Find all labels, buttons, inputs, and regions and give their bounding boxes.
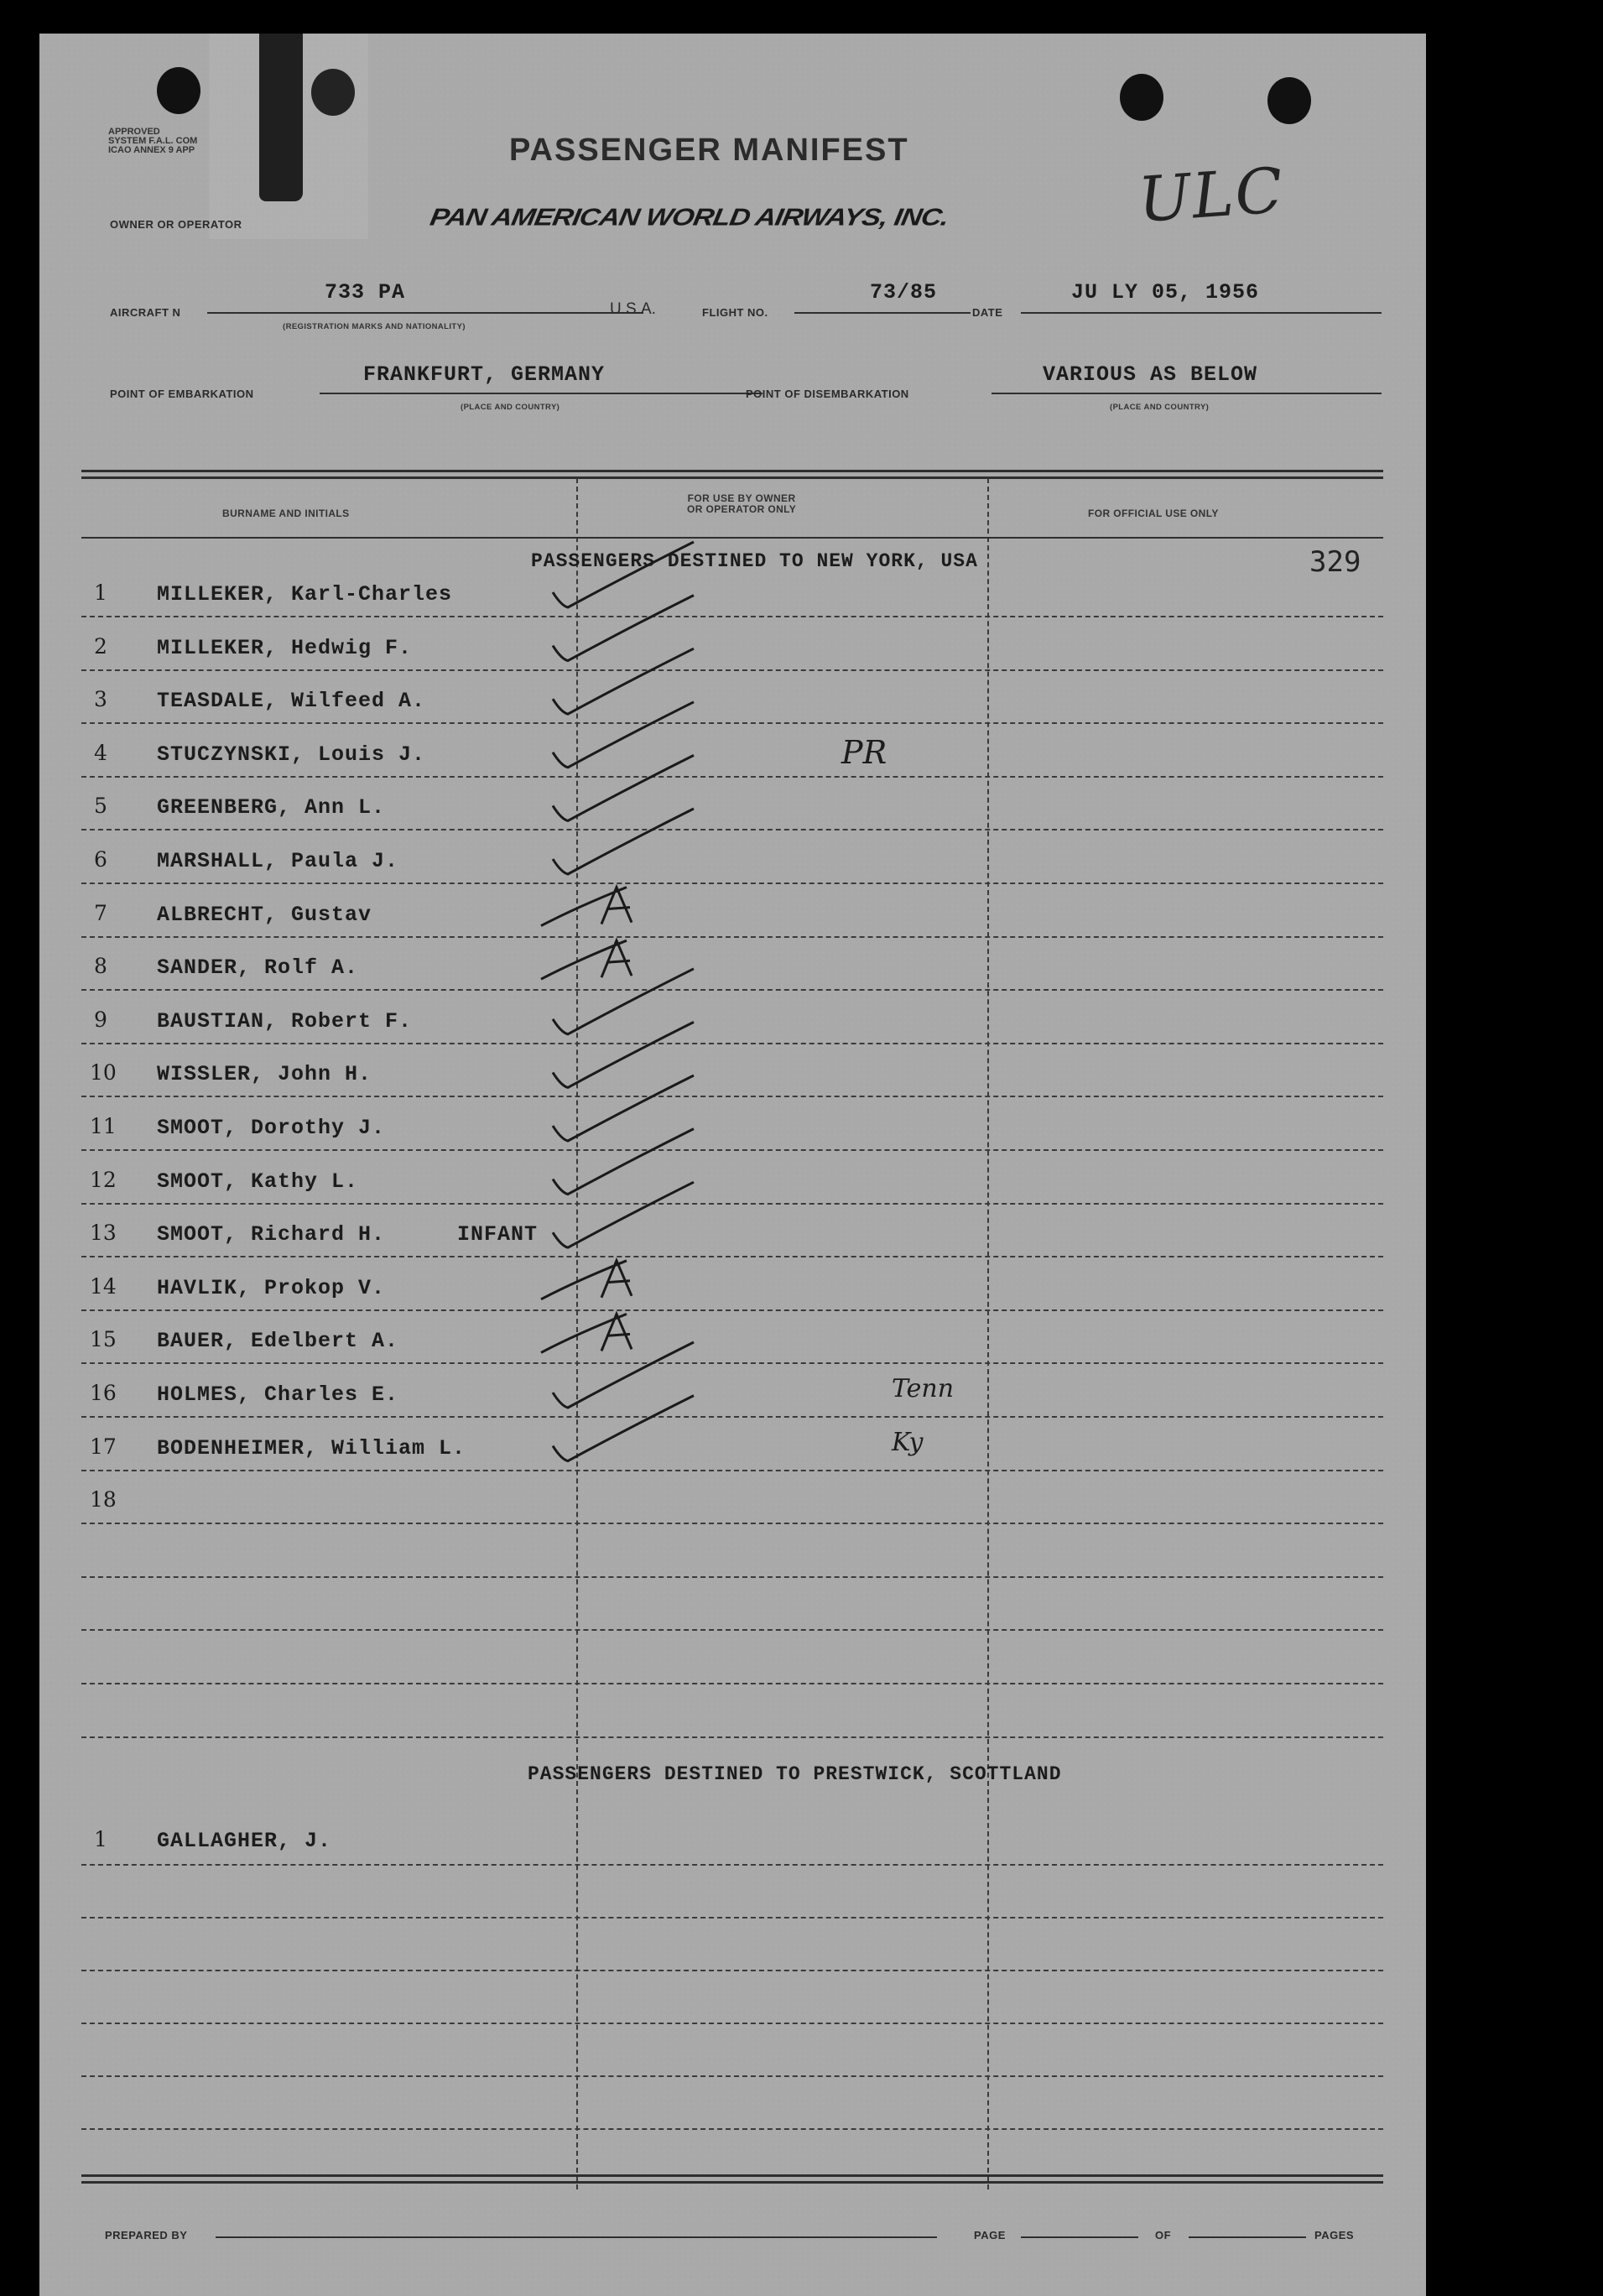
row-number: 14 bbox=[90, 1274, 117, 1299]
embarkation-sublabel: (PLACE AND COUNTRY) bbox=[461, 403, 560, 412]
passenger-name: ALBRECHT, Gustav bbox=[157, 903, 372, 927]
passenger-count: 329 bbox=[1309, 545, 1361, 579]
disembarkation-value: VARIOUS AS BELOW bbox=[1043, 362, 1258, 387]
row-number: 13 bbox=[90, 1221, 117, 1245]
section-heading-scotland: PASSENGERS DESTINED TO PRESTWICK, SCOTTLAND bbox=[528, 1763, 1062, 1785]
row-number: 11 bbox=[90, 1114, 117, 1138]
row-number: 18 bbox=[90, 1487, 117, 1512]
passenger-name: MARSHALL, Paula J. bbox=[157, 849, 399, 873]
footer-rule bbox=[81, 2174, 1383, 2177]
disembarkation-label: POINT OF DISEMBARKATION bbox=[746, 388, 909, 400]
a-mark bbox=[541, 1261, 632, 1299]
passenger-name: HAVLIK, Prokop V. bbox=[157, 1276, 386, 1300]
passenger-name: BAUER, Edelbert A. bbox=[157, 1329, 399, 1353]
row-number: 3 bbox=[94, 687, 107, 711]
row-number: 7 bbox=[94, 901, 107, 925]
a-mark bbox=[541, 1314, 632, 1352]
aircraft-sublabel: (REGISTRATION MARKS AND NATIONALITY) bbox=[283, 322, 466, 331]
row-number: 16 bbox=[90, 1381, 117, 1405]
flight-value: 73/85 bbox=[870, 280, 938, 305]
footer-line bbox=[1189, 2236, 1306, 2238]
passenger-name: SANDER, Rolf A. bbox=[157, 955, 359, 980]
column-header-name: BURNAME AND INITIALS bbox=[222, 508, 350, 519]
date-label: DATE bbox=[972, 306, 1003, 319]
embarkation-label: POINT OF EMBARKATION bbox=[110, 388, 254, 400]
aircraft-label: AIRCRAFT N bbox=[110, 306, 181, 319]
row-number: 4 bbox=[94, 741, 107, 765]
row-number: 9 bbox=[94, 1007, 107, 1032]
official-annotation: Ky bbox=[892, 1428, 924, 1457]
footer-line bbox=[1021, 2236, 1138, 2238]
row-number: 5 bbox=[94, 794, 107, 818]
check-mark bbox=[553, 969, 694, 1034]
official-annotation: PR bbox=[841, 734, 887, 771]
row-number: 1 bbox=[94, 1827, 107, 1851]
country-label: U.S.A. bbox=[610, 300, 656, 318]
row-number: 8 bbox=[94, 954, 107, 978]
footer-rule bbox=[81, 2181, 1383, 2184]
a-mark bbox=[541, 888, 632, 926]
disembarkation-sublabel: (PLACE AND COUNTRY) bbox=[1110, 403, 1210, 412]
handwritten-initials: ULC bbox=[1136, 154, 1287, 237]
approval-stamp: APPROVED SYSTEM F.A.L. COM ICAO ANNEX 9 APP bbox=[108, 127, 198, 155]
footer-prepared-label: PREPARED BY bbox=[105, 2229, 188, 2241]
passenger-name: WISSLER, John H. bbox=[157, 1062, 372, 1086]
row-rule bbox=[81, 1864, 1383, 1866]
flight-label: FLIGHT NO. bbox=[702, 306, 768, 319]
column-header-official: FOR OFFICIAL USE ONLY bbox=[1088, 508, 1219, 519]
aircraft-value: 733 PA bbox=[325, 280, 406, 305]
row-number: 15 bbox=[90, 1327, 117, 1351]
passenger-name: MILLEKER, Karl-Charles bbox=[157, 582, 453, 607]
passenger-name: STUCZYNSKI, Louis J. bbox=[157, 742, 426, 767]
footer-page-label: PAGE bbox=[974, 2229, 1006, 2241]
operator-check-marks bbox=[39, 34, 1426, 2296]
row-number: 12 bbox=[90, 1168, 117, 1192]
row-rule bbox=[81, 2023, 1383, 2024]
footer-line bbox=[216, 2236, 937, 2238]
date-value: JU LY 05, 1956 bbox=[1071, 280, 1260, 305]
row-rule bbox=[81, 2075, 1383, 2077]
passenger-name: TEASDALE, Wilfeed A. bbox=[157, 689, 426, 713]
passenger-name: BODENHEIMER, William L. bbox=[157, 1436, 466, 1460]
manifest-page bbox=[39, 34, 1426, 2296]
embarkation-value: FRANKFURT, GERMANY bbox=[363, 362, 606, 387]
row-number: 2 bbox=[94, 634, 107, 659]
passenger-name: GALLAGHER, J. bbox=[157, 1829, 332, 1853]
row-number: 17 bbox=[90, 1434, 117, 1459]
passenger-name: GREENBERG, Ann L. bbox=[157, 795, 386, 820]
row-number: 10 bbox=[90, 1060, 117, 1085]
row-number: 1 bbox=[94, 581, 107, 605]
owner-label: OWNER OR OPERATOR bbox=[110, 218, 242, 231]
passenger-name: BAUSTIAN, Robert F. bbox=[157, 1009, 413, 1033]
row-rule bbox=[81, 1917, 1383, 1919]
footer-of-label: OF bbox=[1155, 2229, 1172, 2241]
passenger-name: SMOOT, Kathy L. bbox=[157, 1169, 359, 1194]
official-annotation: Tenn bbox=[892, 1374, 955, 1403]
check-mark bbox=[553, 542, 694, 607]
column-header-owner: FOR USE BY OWNER OR OPERATOR ONLY bbox=[687, 492, 797, 515]
check-mark bbox=[553, 1342, 694, 1408]
passenger-name: SMOOT, Dorothy J. bbox=[157, 1116, 386, 1140]
passenger-name: HOLMES, Charles E. bbox=[157, 1382, 399, 1407]
passenger-name: SMOOT, Richard H. bbox=[157, 1222, 386, 1247]
row-rule bbox=[81, 1970, 1383, 1971]
section-heading-new-york: PASSENGERS DESTINED TO NEW YORK, USA bbox=[531, 550, 978, 572]
row-number: 6 bbox=[94, 847, 107, 872]
passenger-note: INFANT bbox=[457, 1222, 539, 1247]
a-mark bbox=[541, 940, 632, 979]
passenger-name: MILLEKER, Hedwig F. bbox=[157, 636, 413, 660]
page-title: PASSENGER MANIFEST bbox=[509, 133, 909, 168]
row-rule bbox=[81, 2128, 1383, 2130]
footer-pages-label: PAGES bbox=[1314, 2229, 1355, 2241]
owner-value: PAN AMERICAN WORLD AIRWAYS, INC. bbox=[428, 203, 951, 232]
